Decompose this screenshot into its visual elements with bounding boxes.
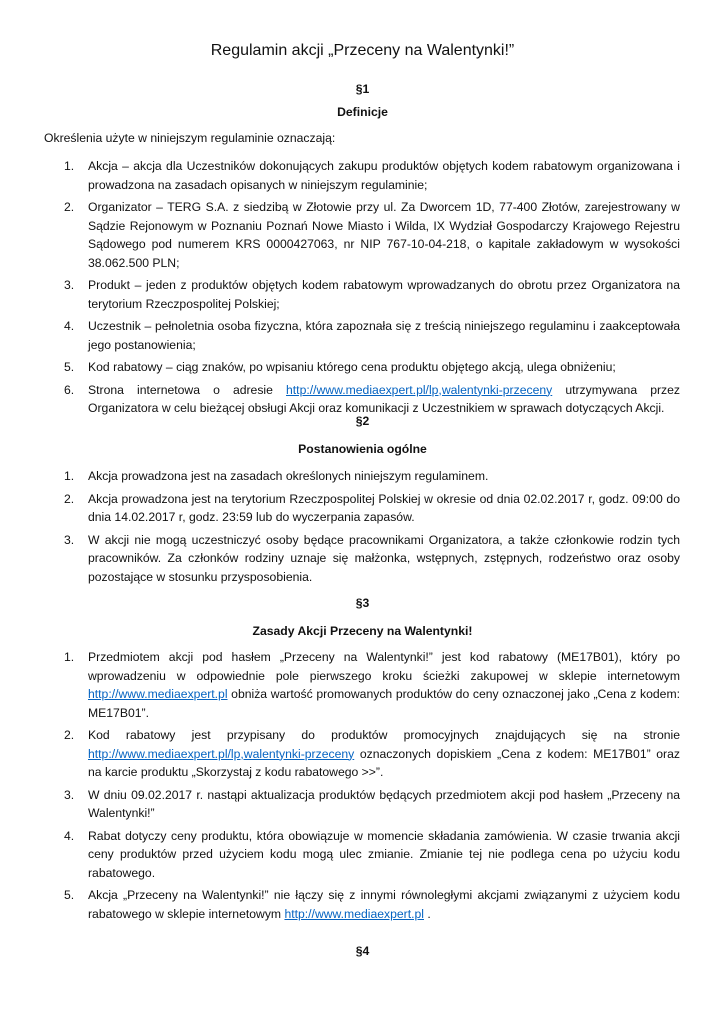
item-number: 4. [64,828,75,843]
item-number: 1. [64,159,75,173]
section-1-list [0,157,680,418]
item-number: 2. [64,491,75,506]
list-item [0,381,680,418]
item-text: Akcja prowadzona jest na zasadach określonych niniejszym regulaminem. [88,469,489,483]
item-text: Uczestnik – pełnoletnia osoba fizyczna, która zapoznała się z treścią niniejszego regulaminu i zaakceptowała jego postanowienia; [88,319,680,352]
mediaexpert-link[interactable]: http://www.mediaexpert.pl [88,687,228,701]
item-number: 5. [64,888,75,902]
section-1-intro: Określenia użyte w niniejszym regulaminie oznaczają: [44,131,336,145]
item-text-after: . [424,906,431,921]
item-number: 4. [64,319,75,333]
item-text-after: oznaczonych dopiskiem „Cena z kodem: ME17B01” oraz na karcie produktu „Skorzystaj z kodu rabatowego >>”. [88,746,680,779]
promo-page-link[interactable]: http://www.mediaexpert.pl/lp,walentynki-przeceny [286,382,553,397]
list-item [0,886,680,923]
section-3-number: §3 [355,596,370,610]
item-text [88,886,680,923]
list-item [0,827,680,883]
section-4-number: §4 [355,944,370,958]
section-1-heading: Definicje [337,105,388,119]
item-number: 2. [64,728,75,742]
item-text: Rabat dotyczy ceny produktu, która obowiązuje w momencie składania zamówienia. W czasie trwania akcji ceny produktów przed użyciem kodu mogą ulec zmianie. Zmianie tej nie podlega cena po użyciu kodu rabatowego. [88,828,680,880]
item-text-before: Strona internetowa o adresie [88,382,287,397]
section-1-number: §1 [355,82,370,96]
item-text-after: obniża wartość promowanych produktów do ceny oznaczonej jako „Cena z kodem: ME17B01”. [88,687,680,720]
item-text [88,726,680,782]
item-number: 3. [64,278,75,292]
section-2-heading: Postanowienia ogólne [298,442,427,456]
item-text: Kod rabatowy – ciąg znaków, po wpisaniu którego cena produktu objętego akcją, ulega obniżeniu; [88,360,616,374]
item-text: W dniu 09.02.2017 r. nastąpi aktualizacja produktów będących przedmiotem akcji pod hasłem „Przeceny na Walentynki!” [88,787,680,820]
list-item [0,490,680,527]
list-item [0,726,680,782]
item-text [88,648,680,722]
list-item [0,786,680,823]
list-item [0,358,680,377]
item-number: 5. [64,360,75,374]
document-title: Regulamin akcji „Przeceny na Walentynki!” [210,42,515,59]
item-text-before: Akcja „Przeceny na Walentynki!” nie łączy się z innymi równoległymi akcjami związanymi z użyciem kodu rabatowego w sklepie internetowym [88,888,680,921]
item-number: 3. [64,532,75,547]
item-text-before: Kod rabatowy jest przypisany do produktów promocyjnych znajdujących się na stronie [88,728,680,742]
list-item [0,467,680,486]
section-2-number: §2 [355,414,370,428]
list-item [0,198,680,272]
item-text: Produkt – jeden z produktów objętych kodem rabatowym wprowadzanych do obrotu przez Organizatora na terytorium Rzeczpospolitej Polskiej; [88,278,680,311]
list-item [0,317,680,354]
item-text: W akcji nie mogą uczestniczyć osoby będące pracownikami Organizatora, a także członkowie rodzin tych pracowników. Za członków rodziny uznaje się małżonka, wstępnych, zstępnych, rodzeństwo oraz osoby pozostające w stosunku przysposobienia. [88,532,680,584]
item-number: 1. [64,650,75,664]
list-item [0,648,680,722]
item-number: 6. [64,382,75,397]
section-3-list [0,648,680,923]
item-number: 2. [64,200,75,214]
item-text-before: Przedmiotem akcji pod hasłem „Przeceny na Walentynki!” jest kod rabatowy (ME17B01), który po wprowadzeniu w odpowiednie pole pierwszego kroku ścieżki zakupowej w sklepie internetowym [88,650,680,683]
item-text [88,381,680,418]
item-text-after: utrzymywana przez Organizatora w celu bieżącej obsługi Akcji oraz komunikacji z Uczestnikiem w sprawach dotyczących Akcji. [88,382,680,415]
item-number: 3. [64,787,75,802]
item-text: Organizator – TERG S.A. z siedzibą w Złotowie przy ul. Za Dworcem 1D, 77-400 Złotów, zarejestrowany w Sądzie Rejonowym w Poznaniu Poznań Nowe Miasto i Wilda, IX Wydział Gospodarczy Krajowego Rejestru Sądowego pod numerem KRS 0000427063, nr NIP 767-10-04-218, o kapitale zakładowym w wysokości 38.062.500 PLN; [88,200,680,270]
item-text: Akcja prowadzona jest na terytorium Rzeczpospolitej Polskiej w okresie od dnia 02.02.2017 r, godz. 09:00 do dnia 14.02.2017 r, godz. 23:59 lub do wyczerpania zapasów. [88,491,680,524]
section-2-list [0,467,680,586]
item-number: 1. [64,469,75,483]
list-item [0,276,680,313]
item-text: Akcja – akcja dla Uczestników dokonujących zakupu produktów objętych kodem rabatowym organizowana i prowadzona na zasadach opisanych w niniejszym regulaminie; [88,159,680,192]
mediaexpert-link[interactable]: http://www.mediaexpert.pl [284,906,424,921]
section-3-heading: Zasady Akcji Przeceny na Walentynki! [252,624,473,638]
promo-page-link[interactable]: http://www.mediaexpert.pl/lp,walentynki-przeceny [88,746,355,761]
list-item [0,157,680,194]
list-item [0,531,680,587]
